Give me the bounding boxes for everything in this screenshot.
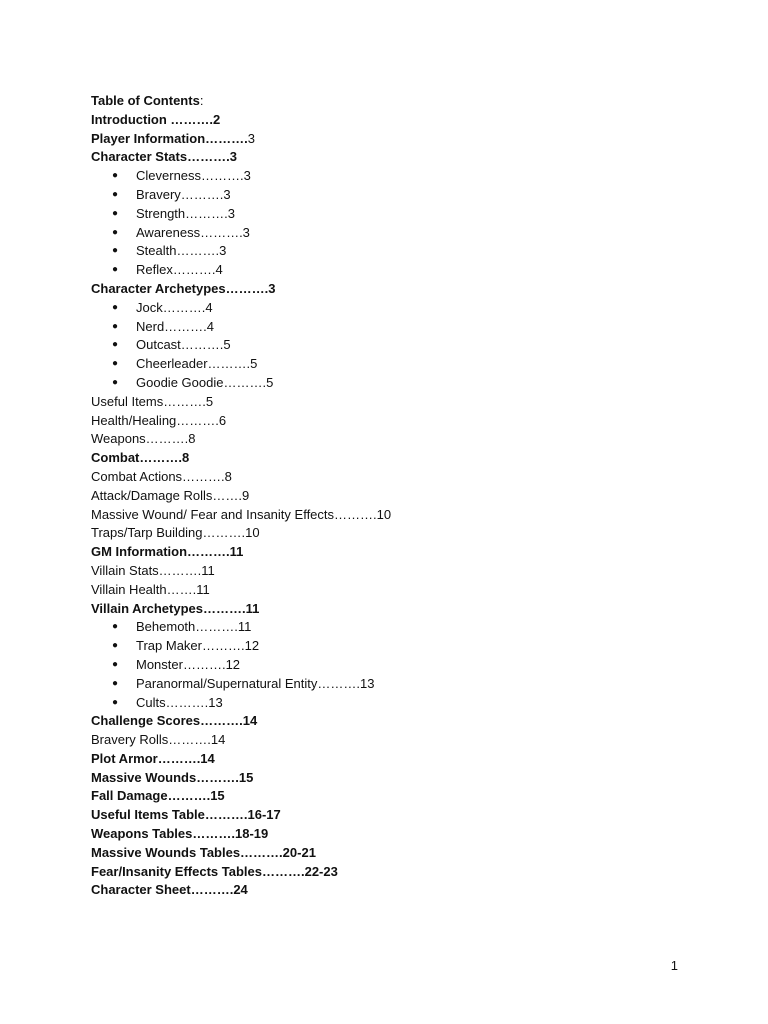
toc-entry (91, 130, 691, 149)
bullet-icon: ● (112, 170, 119, 182)
toc-subentry (91, 261, 691, 280)
toc-entry-text: Villain Stats……….11 (91, 562, 215, 578)
toc-entry (91, 844, 691, 863)
toc-subentry (91, 374, 691, 393)
toc-subentry-text: Stealth……….3 (136, 243, 227, 259)
toc-heading-text: Table of Contents (91, 93, 200, 108)
toc-subentry (91, 618, 691, 637)
bullet-icon: ● (112, 226, 119, 238)
bullet-icon: ● (112, 339, 119, 351)
toc-subentry (91, 186, 691, 205)
toc-entries (91, 111, 691, 900)
toc-entry-text: Villain Health…….11 (91, 581, 210, 597)
bullet-icon: ● (112, 696, 119, 708)
toc-entry-text: Massive Wounds Tables……….20-21 (91, 844, 316, 860)
toc-entry-text: Plot Armor……….14 (91, 750, 215, 766)
bullet-icon: ● (112, 677, 119, 689)
toc-subentry-text: Paranormal/Supernatural Entity……….13 (136, 675, 375, 691)
toc-subentry (91, 205, 691, 224)
toc-entry-page: 3 (247, 130, 255, 146)
toc-subentry (91, 694, 691, 713)
toc-subentry (91, 167, 691, 186)
toc-subentry-text: Bravery……….3 (136, 186, 231, 202)
bullet-icon: ● (112, 658, 119, 670)
bullet-icon: ● (112, 207, 119, 219)
toc-entry (91, 449, 691, 468)
toc-subentry (91, 224, 691, 243)
toc-entry-text: Attack/Damage Rolls…….9 (91, 487, 250, 503)
toc-subentry-text: Goodie Goodie……….5 (136, 374, 274, 390)
toc-entry-text: Combat Actions……….8 (91, 468, 232, 484)
toc-heading (91, 92, 691, 111)
toc-entry-text: Character Sheet……….24 (91, 882, 248, 898)
toc-entry-text: Massive Wound/ Fear and Insanity Effects……….10 (91, 506, 392, 522)
toc-subentry-text: Strength……….3 (136, 205, 235, 221)
toc-entry (91, 769, 691, 788)
bullet-icon: ● (112, 621, 119, 633)
toc-entry (91, 750, 691, 769)
toc-subentry-text: Outcast……….5 (136, 337, 231, 353)
toc-subentry (91, 656, 691, 675)
toc-entry-text: Character Stats……….3 (91, 149, 237, 165)
toc-entry (91, 148, 691, 167)
toc-entry (91, 280, 691, 299)
toc-entry-text: Weapons Tables……….18-19 (91, 826, 269, 842)
toc-entry (91, 787, 691, 806)
bullet-icon: ● (112, 188, 119, 200)
toc-entry-text: Villain Archetypes……….11 (91, 600, 260, 616)
toc-entry-text: Combat……….8 (91, 450, 190, 466)
bullet-icon: ● (112, 245, 119, 257)
toc-entry (91, 111, 691, 130)
bullet-icon: ● (112, 301, 119, 313)
toc-entry-text: Massive Wounds……….15 (91, 769, 254, 785)
toc-subentry (91, 336, 691, 355)
toc-entry-text: Character Archetypes……….3 (91, 280, 276, 296)
toc-entry (91, 712, 691, 731)
toc-entry (91, 412, 691, 431)
toc-subentry (91, 318, 691, 337)
toc-heading-colon: : (199, 93, 204, 108)
toc-entry (91, 524, 691, 543)
toc-entry-text: Fall Damage……….15 (91, 788, 225, 804)
toc-entry (91, 562, 691, 581)
bullet-icon: ● (112, 320, 119, 332)
toc-entry-text: Challenge Scores……….14 (91, 713, 258, 729)
toc-subentry (91, 675, 691, 694)
bullet-icon: ● (112, 264, 119, 276)
toc-entry (91, 881, 691, 900)
toc-entry (91, 806, 691, 825)
toc-subentry-text: Nerd……….4 (136, 318, 215, 334)
toc-entry (91, 487, 691, 506)
bullet-icon: ● (112, 376, 119, 388)
toc-entry-text: GM Information……….11 (91, 544, 244, 560)
toc-entry (91, 393, 691, 412)
page-number: 1 (670, 958, 678, 973)
toc-subentry-text: Monster……….12 (136, 656, 241, 672)
toc-subentry-text: Trap Maker……….12 (136, 638, 260, 654)
toc-entry (91, 581, 691, 600)
toc-entry-text: Health/Healing……….6 (91, 412, 227, 428)
toc-entry-text: Fear/Insanity Effects Tables……….22-23 (91, 863, 338, 879)
toc-entry-text: Useful Items……….5 (91, 393, 214, 409)
toc-entry-text: Traps/Tarp Building……….10 (91, 525, 260, 541)
toc-entry-text: Introduction ……….2 (91, 111, 221, 127)
toc-entry (91, 543, 691, 562)
toc-entry-text: Useful Items Table……….16-17 (91, 807, 281, 823)
toc-subentry (91, 242, 691, 261)
bullet-icon: ● (112, 640, 119, 652)
toc-subentry (91, 355, 691, 374)
toc-subentry (91, 299, 691, 318)
toc-entry (91, 468, 691, 487)
toc-entry (91, 506, 691, 525)
bullet-icon: ● (112, 358, 119, 370)
toc-subentry-text: Cheerleader……….5 (136, 356, 258, 372)
toc-entry-text: Bravery Rolls……….14 (91, 732, 226, 748)
toc-subentry-text: Cleverness……….3 (136, 168, 251, 184)
toc-entry (91, 430, 691, 449)
toc-subentry-text: Cults……….13 (136, 694, 223, 710)
toc-entry-text: Weapons……….8 (91, 431, 196, 447)
toc-entry (91, 863, 691, 882)
toc-entry (91, 600, 691, 619)
toc-subentry-text: Jock……….4 (136, 299, 213, 315)
toc-subentry-text: Awareness……….3 (136, 224, 250, 240)
toc-entry-text: Player Information………. (91, 130, 248, 146)
toc-subentry-text: Behemoth……….11 (136, 619, 252, 635)
toc-subentry (91, 637, 691, 656)
toc-entry (91, 731, 691, 750)
table-of-contents (91, 92, 691, 900)
toc-subentry-text: Reflex……….4 (136, 262, 223, 278)
toc-entry (91, 825, 691, 844)
